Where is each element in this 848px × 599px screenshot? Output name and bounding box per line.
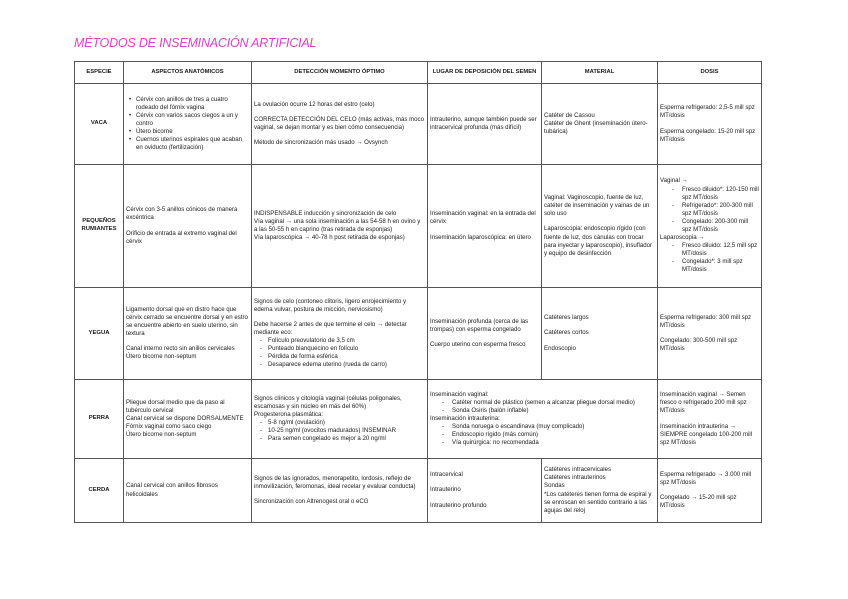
cell-text: Endoscopio (544, 344, 576, 352)
header-row (75, 62, 762, 84)
list-item: - Fresco diluido*: 120-150 mill spz MT/dosis (682, 186, 759, 202)
list-item: - Catéter normal de plástico (semen a alcanzar pliegue dorsal medio) (452, 399, 655, 407)
cell-text: Esperma refrigerado: 300 mill spz MT/dosis (660, 313, 752, 329)
species-cell: CERDA (75, 459, 124, 523)
deteccion-cell (252, 380, 428, 459)
cell-text: Útero bicorne non-septum (126, 353, 197, 361)
table-row-vaca (75, 84, 762, 165)
list-item: - Pérdida de forma esférica (268, 353, 425, 361)
material-cell (542, 84, 658, 165)
cell-text: Cuerpo uterino con esperma fresco (430, 341, 526, 349)
material-cell (542, 165, 658, 288)
deteccion-cell (252, 165, 428, 288)
table-row-pequenos-rumiantes (75, 165, 762, 288)
cell-text: Fórnix vaginal como saco ciego (126, 423, 212, 431)
material-cell (542, 288, 658, 380)
cell-text: Laparoscopia → (660, 234, 705, 242)
cell-text: Sondas (544, 482, 565, 490)
cell-text: Inseminación vaginal → Semen fresco o refrigerado 200 mill spz MT/dosis (660, 391, 747, 415)
header-material: MATERIAL (542, 62, 658, 84)
lugar-cell (428, 84, 542, 165)
species-cell: YEGUA (75, 288, 124, 380)
cell-text: Catéter de Ghent (inseminación útero-tubárica) (544, 119, 648, 136)
cell-text: Progesterona plasmática: (254, 410, 324, 418)
lugar-cell (428, 288, 542, 380)
list-item: - Folículo preovulatorio de 3,5 cm (268, 337, 425, 345)
list-item: • Cuernos uterinos espirales que acaban en oviducto (fertilización) (136, 136, 249, 152)
cell-text: Catéteres largos (544, 314, 589, 322)
list-item: - Fresco diluido: 12,5 mill spz MT/dosis (682, 242, 759, 258)
deteccion-cell (252, 459, 428, 523)
dosis-cell (658, 84, 762, 165)
list-item: - Congelado*: 3 mill spz MT/dosis (682, 258, 759, 274)
aspectos-cell (124, 165, 252, 288)
dosis-cell (658, 380, 762, 459)
aspectos-cell (124, 459, 252, 523)
list-item: - Vía quirúrgica: no recomendada (452, 439, 655, 447)
cell-text: Catéter de Cassou (544, 111, 595, 119)
dosis-cell (658, 288, 762, 380)
cell-text: Vaginal → (660, 177, 688, 185)
header-dosis: DOSIS (658, 62, 762, 84)
list-item: - Sonda noruega o escandinava (muy complicado) (452, 423, 655, 431)
cell-text: Congelado → 15-20 mill spz MT/dosis (660, 494, 737, 510)
list-item: - Endoscopio rígido (más común) (452, 431, 655, 439)
aspectos-cell (124, 288, 252, 380)
cell-text: Laparoscopia: endoscopio rígido (con fuente de luz, dos cánulas con trocar para inyectar y laparoscopio), insuflador y equipo de desinfección (544, 225, 653, 257)
species-cell (75, 165, 124, 288)
cell-text: Intrauterino (430, 486, 461, 494)
cell-text: Vaginal: Vaginoscopio, fuente de luz, catéter de inseminación y vainas de un solo uso (544, 194, 650, 218)
cell-text: Debe hacerse 2 antes de que termine el celo → detectar mediante eco: (254, 320, 407, 336)
cell-text: Vía vaginal → una sola inseminación a las 54-58 h en ovino y a las 50-55 h en caprino (tras retirada de esponjas) (254, 217, 421, 233)
cell-text: Canal interno recto sin anillos cervicales (126, 345, 235, 353)
list-item: - Congelado: 200-300 mill spz MT/dosis (682, 218, 759, 234)
cell-text: Intrauterino, aunque también puede ser intracervical profunda (más difícil) (430, 115, 537, 131)
header-aspectos: ASPECTOS ANATÓMICOS (124, 62, 252, 84)
species-line: PEQUEÑOS (82, 218, 116, 225)
list-item: • Cérvix con varios sacos ciegos a un y contro (136, 112, 249, 128)
cell-text: Esperma refrigerado → 3.000 mill spz MT/dosis (660, 470, 752, 486)
cell-text: Esperma congelado: 15-20 mill spz MT/dosis (660, 127, 756, 143)
cell-text: Inseminación intrauterina: (430, 414, 500, 422)
species-cell: PERRA (75, 380, 124, 459)
cell-text: Canal cervical se dispone DORSALMENTE (126, 414, 244, 422)
cell-text: Método de sincronización más usado → Ovsynch (254, 139, 388, 147)
cell-text: Vía laparoscópica → 40-78 h post retirada de esponjas) (254, 234, 405, 242)
cell-text: Congelado: 300-500 mill spz MT/dosis (660, 337, 738, 353)
list-item: - 5-8 ng/ml (ovulación) (268, 419, 425, 427)
cell-text: Intracervical (430, 471, 463, 479)
aspectos-cell (124, 84, 252, 165)
species-line: RUMIANTES (81, 226, 117, 232)
list-item: • Cérvix con anillos de tres a cuatro rodeado del fórnix vagina (136, 96, 249, 112)
page-title: MÉTODOS DE INSEMINACIÓN ARTIFICIAL (74, 36, 317, 50)
list-item: - Refrigerado*: 200-300 mill spz MT/dosis (682, 202, 759, 218)
table-row-cerda (75, 459, 762, 523)
cell-text: Útero bicorne non-septum (126, 431, 197, 439)
list-item: - Para semen congelado es mejor a 20 ng/ml (268, 435, 425, 443)
table-row-perra (75, 380, 762, 459)
cell-text: Catéteres cortos (544, 329, 589, 337)
cell-text: Catéteres intrauterinos (544, 474, 606, 482)
cell-text: Signos de las ignorados, menorapetito, lordosis, reflejo de inmovilización, feromonas, ideal recelar y evaluar conducta) (254, 474, 416, 490)
cell-text: Inseminación vaginal: (430, 390, 489, 398)
list-item: - Punteado blanquecino en folículo (268, 345, 425, 353)
deteccion-cell (252, 84, 428, 165)
cell-text: Signos de celo (contoneo clitoris, ligero enrojecimiento y edema vulvar, postura de micción, nerviosismo) (254, 297, 407, 313)
cell-text: Orificio de entrada al extremo vaginal del cérvix (126, 229, 237, 245)
aspectos-cell (124, 380, 252, 459)
table-row-yegua (75, 288, 762, 380)
cell-text: Pliegue dorsal medio que da paso al tubérculo cervical (126, 398, 225, 414)
cell-text: Esperma refrigerado: 2,5-5 mill spz MT/dosis (660, 104, 755, 120)
species-cell: VACA (75, 84, 124, 165)
cell-text: Inseminación laparoscópica: en útero (430, 233, 531, 241)
cell-text: INDISPENSABLE inducción y sincronización de celo (254, 209, 397, 217)
header-especie: ESPECIE (75, 62, 124, 84)
material-cell (542, 459, 658, 523)
insemination-table (74, 61, 762, 523)
cell-text: Inseminación profunda (cerca de las trompas) con esperma congelado (430, 317, 529, 333)
cell-text: CORRECTA DETECCIÓN DEL CELO (más activas, más moco vaginal, se dejan montar y es bien cómo consecuencia) (254, 115, 424, 131)
cell-text: Canal cervical con anillos fibrosos helicoidales (126, 482, 218, 498)
cell-text: Ligamento dorsal que en distro hace que cérvix cerrado se encuentre dorsal y en estro se encuentre abierto en suelo uterino, sin textura (126, 305, 248, 337)
cell-text: Signos clínicos y citología vaginal (células poligonales, escamosas y sin núcleo en más del 60%) (254, 394, 402, 410)
cell-text: Inseminación intrauterina → SIEMPRE congelado 100-200 mill spz MT/dosis (660, 422, 753, 446)
list-item: - 10-25 ng/ml (ovocitos madurados) INSEMINAR (268, 427, 425, 435)
cell-text: La ovulación ocurre 12 horas del estro (celo) (254, 100, 375, 108)
cell-text: Inseminación vaginal: en la entrada del cérvix (430, 210, 536, 226)
cell-text: Intrauterino profundo (430, 501, 487, 509)
list-item: • Útero bicorne (136, 128, 249, 136)
header-deteccion: DETECCIÓN MOMENTO ÓPTIMO (252, 62, 428, 84)
cell-text: Sincronización con Altrenogest oral o eCG (254, 498, 369, 506)
cell-text: Catéteres intracervicales (544, 466, 612, 474)
list-item: - Sonda Osiris (balón inflable) (452, 407, 655, 415)
cell-text: Cérvix con 3-5 anillos cónicos de manera excéntrica (126, 206, 238, 222)
header-lugar: LUGAR DE DEPOSICIÓN DEL SEMEN (428, 62, 542, 84)
lugar-cell (428, 165, 542, 288)
dosis-cell (658, 459, 762, 523)
cell-text: *Los catéteres tienen forma de espiral y se enroscan en sentido contrario a las agujas del reloj (544, 490, 652, 514)
lugar-material-cell (428, 380, 658, 459)
deteccion-cell (252, 288, 428, 380)
lugar-cell (428, 459, 542, 523)
list-item: - Desaparece edema uterino (rueda de carro) (268, 361, 425, 369)
dosis-cell (658, 165, 762, 288)
